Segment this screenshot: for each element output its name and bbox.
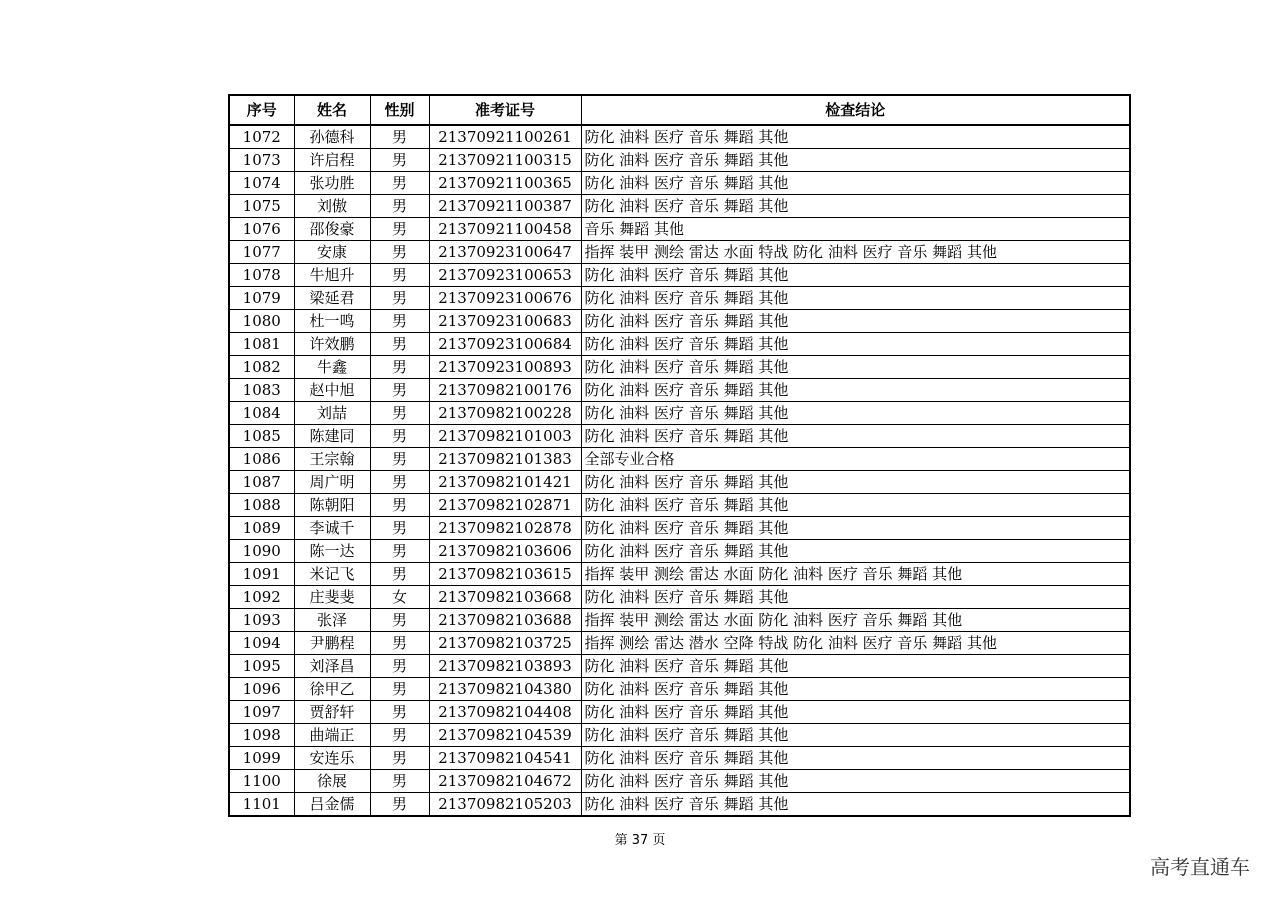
conclusion-cell: 指挥 测绘 雷达 潜水 空降 特战 防化 油料 医疗 音乐 舞蹈 其他	[581, 632, 1130, 655]
conclusion-cell: 指挥 装甲 测绘 雷达 水面 特战 防化 油料 医疗 音乐 舞蹈 其他	[581, 241, 1130, 264]
table-body	[229, 125, 1130, 816]
table-row	[229, 448, 1130, 471]
conclusion-cell: 防化 油料 医疗 音乐 舞蹈 其他	[581, 195, 1130, 218]
watermark-text: 高考直通车	[1150, 855, 1250, 879]
exam-id-cell: 21370982105203	[429, 793, 581, 817]
gender-cell: 男	[370, 471, 429, 494]
name-cell: 王宗翰	[294, 448, 370, 471]
table-row	[229, 287, 1130, 310]
serial-cell: 1082	[229, 356, 294, 379]
table-row	[229, 770, 1130, 793]
name-cell: 梁延君	[294, 287, 370, 310]
exam-id-cell: 21370982102878	[429, 517, 581, 540]
name-cell: 刘泽昌	[294, 655, 370, 678]
name-cell: 庄斐斐	[294, 586, 370, 609]
exam-id-cell: 21370923100683	[429, 310, 581, 333]
table-row	[229, 540, 1130, 563]
gender-cell: 男	[370, 632, 429, 655]
name-cell: 赵中旭	[294, 379, 370, 402]
conclusion-cell: 防化 油料 医疗 音乐 舞蹈 其他	[581, 494, 1130, 517]
conclusion-cell: 防化 油料 医疗 音乐 舞蹈 其他	[581, 287, 1130, 310]
name-cell: 安连乐	[294, 747, 370, 770]
conclusion-cell: 全部专业合格	[581, 448, 1130, 471]
serial-cell: 1092	[229, 586, 294, 609]
serial-cell: 1073	[229, 149, 294, 172]
conclusion-cell: 防化 油料 医疗 音乐 舞蹈 其他	[581, 747, 1130, 770]
gender-cell: 男	[370, 310, 429, 333]
serial-cell: 1090	[229, 540, 294, 563]
name-cell: 徐展	[294, 770, 370, 793]
table-row	[229, 218, 1130, 241]
table-header-row	[229, 95, 1130, 125]
exam-id-cell: 21370982104541	[429, 747, 581, 770]
gender-cell: 男	[370, 770, 429, 793]
serial-cell: 1094	[229, 632, 294, 655]
exam-id-cell: 21370982102871	[429, 494, 581, 517]
name-cell: 陈建同	[294, 425, 370, 448]
conclusion-cell: 防化 油料 医疗 音乐 舞蹈 其他	[581, 770, 1130, 793]
exam-id-cell: 21370921100458	[429, 218, 581, 241]
serial-cell: 1077	[229, 241, 294, 264]
table-row	[229, 655, 1130, 678]
serial-cell: 1085	[229, 425, 294, 448]
serial-cell: 1072	[229, 125, 294, 149]
table-row	[229, 701, 1130, 724]
gender-cell: 男	[370, 172, 429, 195]
conclusion-cell: 防化 油料 医疗 音乐 舞蹈 其他	[581, 172, 1130, 195]
exam-id-cell: 21370923100676	[429, 287, 581, 310]
exam-id-cell: 21370921100315	[429, 149, 581, 172]
table-row	[229, 125, 1130, 149]
name-cell: 陈朝阳	[294, 494, 370, 517]
serial-cell: 1093	[229, 609, 294, 632]
conclusion-cell: 防化 油料 医疗 音乐 舞蹈 其他	[581, 125, 1130, 149]
exam-id-cell: 21370923100893	[429, 356, 581, 379]
gender-cell: 男	[370, 425, 429, 448]
header-serial: 序号	[229, 95, 294, 125]
table-row	[229, 264, 1130, 287]
serial-cell: 1087	[229, 471, 294, 494]
gender-cell: 男	[370, 540, 429, 563]
name-cell: 张功胜	[294, 172, 370, 195]
name-cell: 张泽	[294, 609, 370, 632]
exam-id-cell: 21370982104408	[429, 701, 581, 724]
header-conclusion: 检查结论	[581, 95, 1130, 125]
conclusion-cell: 防化 油料 医疗 音乐 舞蹈 其他	[581, 310, 1130, 333]
table-row	[229, 678, 1130, 701]
name-cell: 杜一鸣	[294, 310, 370, 333]
exam-id-cell: 21370982100228	[429, 402, 581, 425]
table-row	[229, 494, 1130, 517]
name-cell: 尹鹏程	[294, 632, 370, 655]
gender-cell: 女	[370, 586, 429, 609]
name-cell: 周广明	[294, 471, 370, 494]
conclusion-cell: 音乐 舞蹈 其他	[581, 218, 1130, 241]
conclusion-cell: 防化 油料 医疗 音乐 舞蹈 其他	[581, 379, 1130, 402]
conclusion-cell: 防化 油料 医疗 音乐 舞蹈 其他	[581, 586, 1130, 609]
serial-cell: 1088	[229, 494, 294, 517]
table-row	[229, 241, 1130, 264]
serial-cell: 1098	[229, 724, 294, 747]
exam-id-cell: 21370923100647	[429, 241, 581, 264]
gender-cell: 男	[370, 333, 429, 356]
name-cell: 牛鑫	[294, 356, 370, 379]
table-row	[229, 563, 1130, 586]
table-row	[229, 609, 1130, 632]
name-cell: 刘傲	[294, 195, 370, 218]
gender-cell: 男	[370, 125, 429, 149]
header-gender: 性别	[370, 95, 429, 125]
name-cell: 孙德科	[294, 125, 370, 149]
serial-cell: 1091	[229, 563, 294, 586]
name-cell: 邵俊豪	[294, 218, 370, 241]
exam-id-cell: 21370921100387	[429, 195, 581, 218]
serial-cell: 1084	[229, 402, 294, 425]
serial-cell: 1083	[229, 379, 294, 402]
serial-cell: 1076	[229, 218, 294, 241]
name-cell: 许启程	[294, 149, 370, 172]
name-cell: 陈一达	[294, 540, 370, 563]
exam-id-cell: 21370921100365	[429, 172, 581, 195]
serial-cell: 1081	[229, 333, 294, 356]
exam-id-cell: 21370982103725	[429, 632, 581, 655]
conclusion-cell: 指挥 装甲 测绘 雷达 水面 防化 油料 医疗 音乐 舞蹈 其他	[581, 609, 1130, 632]
exam-id-cell: 21370982101421	[429, 471, 581, 494]
gender-cell: 男	[370, 701, 429, 724]
exam-id-cell: 21370923100684	[429, 333, 581, 356]
gender-cell: 男	[370, 724, 429, 747]
exam-id-cell: 21370982104539	[429, 724, 581, 747]
conclusion-cell: 防化 油料 医疗 音乐 舞蹈 其他	[581, 149, 1130, 172]
conclusion-cell: 防化 油料 医疗 音乐 舞蹈 其他	[581, 471, 1130, 494]
conclusion-cell: 指挥 装甲 测绘 雷达 水面 防化 油料 医疗 音乐 舞蹈 其他	[581, 563, 1130, 586]
serial-cell: 1075	[229, 195, 294, 218]
gender-cell: 男	[370, 402, 429, 425]
gender-cell: 男	[370, 517, 429, 540]
table-row	[229, 402, 1130, 425]
conclusion-cell: 防化 油料 医疗 音乐 舞蹈 其他	[581, 793, 1130, 817]
table-row	[229, 632, 1130, 655]
name-cell: 吕金儒	[294, 793, 370, 817]
exam-id-cell: 21370982104672	[429, 770, 581, 793]
gender-cell: 男	[370, 655, 429, 678]
header-exam-id: 准考证号	[429, 95, 581, 125]
table-row	[229, 149, 1130, 172]
table-row	[229, 747, 1130, 770]
exam-id-cell: 21370982103668	[429, 586, 581, 609]
table-row	[229, 425, 1130, 448]
gender-cell: 男	[370, 379, 429, 402]
table-row	[229, 172, 1130, 195]
gender-cell: 男	[370, 287, 429, 310]
gender-cell: 男	[370, 448, 429, 471]
table-row	[229, 195, 1130, 218]
table-row	[229, 310, 1130, 333]
gender-cell: 男	[370, 747, 429, 770]
exam-id-cell: 21370982101383	[429, 448, 581, 471]
serial-cell: 1095	[229, 655, 294, 678]
table-row	[229, 471, 1130, 494]
serial-cell: 1096	[229, 678, 294, 701]
table-row	[229, 333, 1130, 356]
gender-cell: 男	[370, 264, 429, 287]
conclusion-cell: 防化 油料 医疗 音乐 舞蹈 其他	[581, 701, 1130, 724]
table-row	[229, 517, 1130, 540]
name-cell: 贾舒轩	[294, 701, 370, 724]
conclusion-cell: 防化 油料 医疗 音乐 舞蹈 其他	[581, 678, 1130, 701]
serial-cell: 1097	[229, 701, 294, 724]
serial-cell: 1100	[229, 770, 294, 793]
conclusion-cell: 防化 油料 医疗 音乐 舞蹈 其他	[581, 540, 1130, 563]
conclusion-cell: 防化 油料 医疗 音乐 舞蹈 其他	[581, 333, 1130, 356]
conclusion-cell: 防化 油料 医疗 音乐 舞蹈 其他	[581, 517, 1130, 540]
inspection-results-table	[228, 94, 1131, 817]
gender-cell: 男	[370, 793, 429, 817]
serial-cell: 1078	[229, 264, 294, 287]
exam-id-cell: 21370982104380	[429, 678, 581, 701]
conclusion-cell: 防化 油料 医疗 音乐 舞蹈 其他	[581, 425, 1130, 448]
gender-cell: 男	[370, 356, 429, 379]
serial-cell: 1086	[229, 448, 294, 471]
table-row	[229, 356, 1130, 379]
serial-cell: 1074	[229, 172, 294, 195]
serial-cell: 1101	[229, 793, 294, 817]
name-cell: 米记飞	[294, 563, 370, 586]
gender-cell: 男	[370, 195, 429, 218]
gender-cell: 男	[370, 678, 429, 701]
exam-id-cell: 21370982101003	[429, 425, 581, 448]
exam-id-cell: 21370982103893	[429, 655, 581, 678]
table-row	[229, 379, 1130, 402]
exam-id-cell: 21370921100261	[429, 125, 581, 149]
table-row	[229, 724, 1130, 747]
name-cell: 徐甲乙	[294, 678, 370, 701]
serial-cell: 1099	[229, 747, 294, 770]
conclusion-cell: 防化 油料 医疗 音乐 舞蹈 其他	[581, 655, 1130, 678]
exam-id-cell: 21370982103688	[429, 609, 581, 632]
exam-id-cell: 21370982103606	[429, 540, 581, 563]
gender-cell: 男	[370, 241, 429, 264]
gender-cell: 男	[370, 218, 429, 241]
name-cell: 刘喆	[294, 402, 370, 425]
name-cell: 李诚千	[294, 517, 370, 540]
header-name: 姓名	[294, 95, 370, 125]
page-number: 第 37 页	[614, 833, 666, 848]
serial-cell: 1079	[229, 287, 294, 310]
gender-cell: 男	[370, 494, 429, 517]
conclusion-cell: 防化 油料 医疗 音乐 舞蹈 其他	[581, 356, 1130, 379]
gender-cell: 男	[370, 609, 429, 632]
serial-cell: 1080	[229, 310, 294, 333]
conclusion-cell: 防化 油料 医疗 音乐 舞蹈 其他	[581, 264, 1130, 287]
exam-id-cell: 21370982100176	[429, 379, 581, 402]
conclusion-cell: 防化 油料 医疗 音乐 舞蹈 其他	[581, 724, 1130, 747]
gender-cell: 男	[370, 563, 429, 586]
name-cell: 许效鹏	[294, 333, 370, 356]
exam-id-cell: 21370923100653	[429, 264, 581, 287]
gender-cell: 男	[370, 149, 429, 172]
name-cell: 牛旭升	[294, 264, 370, 287]
name-cell: 曲端正	[294, 724, 370, 747]
conclusion-cell: 防化 油料 医疗 音乐 舞蹈 其他	[581, 402, 1130, 425]
table-row	[229, 586, 1130, 609]
exam-id-cell: 21370982103615	[429, 563, 581, 586]
table-row	[229, 793, 1130, 817]
serial-cell: 1089	[229, 517, 294, 540]
name-cell: 安康	[294, 241, 370, 264]
